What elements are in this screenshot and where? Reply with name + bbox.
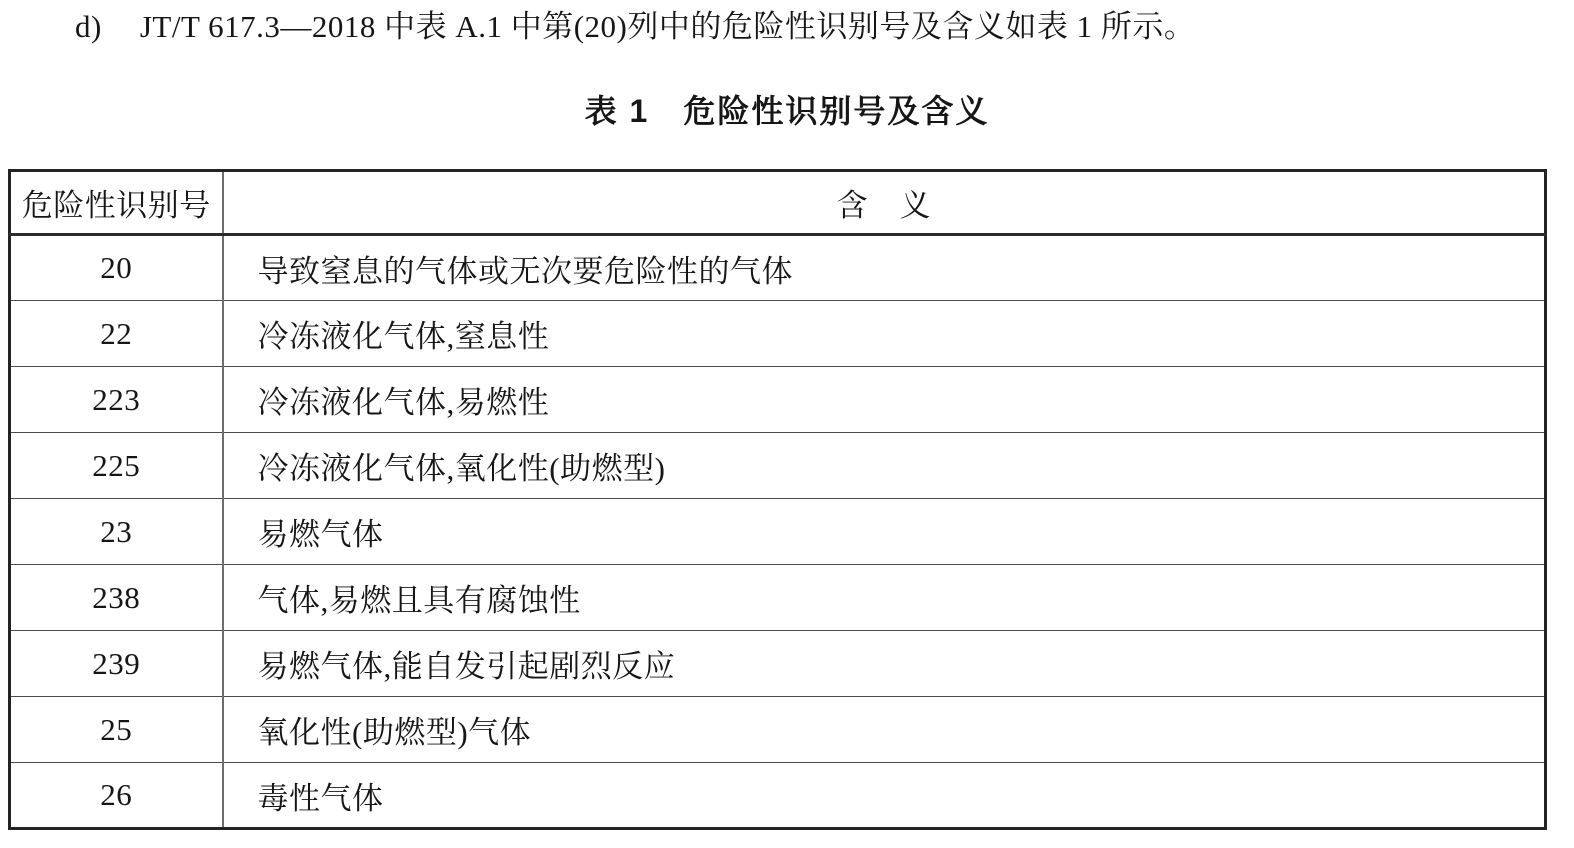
meaning-cell: 易燃气体,能自发引起剧烈反应: [223, 631, 1546, 697]
table-caption: 表 1 危险性识别号及含义: [584, 93, 990, 129]
document-page: [0, 7, 1574, 848]
table-row: [10, 367, 1546, 433]
column-header-hazard-code: 危险性识别号: [10, 171, 223, 235]
table-row: [10, 697, 1546, 763]
list-marker: d): [75, 9, 102, 44]
meaning-cell: 气体,易燃且具有腐蚀性: [223, 565, 1546, 631]
table-body: [10, 235, 1546, 829]
table-row: [10, 433, 1546, 499]
meaning-cell: 冷冻液化气体,窒息性: [223, 301, 1546, 367]
hazard-code-cell: 20: [10, 235, 223, 301]
hazard-code-cell: 238: [10, 565, 223, 631]
table-header-row: [10, 171, 1546, 235]
hazard-code-cell: 25: [10, 697, 223, 763]
table-row: [10, 763, 1546, 829]
hazard-id-table: [8, 169, 1547, 830]
hazard-code-cell: 26: [10, 763, 223, 829]
table-row: [10, 565, 1546, 631]
hazard-code-cell: 22: [10, 301, 223, 367]
hazard-code-cell: 223: [10, 367, 223, 433]
meaning-cell: 导致窒息的气体或无次要危险性的气体: [223, 235, 1546, 301]
table-row: [10, 235, 1546, 301]
table-row: [10, 499, 1546, 565]
hazard-code-cell: 225: [10, 433, 223, 499]
meaning-cell: 冷冻液化气体,易燃性: [223, 367, 1546, 433]
meaning-cell: 毒性气体: [223, 763, 1546, 829]
hazard-code-cell: 239: [10, 631, 223, 697]
list-item-d: [75, 7, 1574, 47]
column-header-meaning: 含 义: [223, 171, 1546, 235]
paragraph-text: JT/T 617.3—2018 中表 A.1 中第(20)列中的危险性识别号及含义如表 1 所示。: [139, 9, 1196, 44]
table-row: [10, 301, 1546, 367]
hazard-code-cell: 23: [10, 499, 223, 565]
table-row: [10, 631, 1546, 697]
meaning-cell: 氧化性(助燃型)气体: [223, 697, 1546, 763]
meaning-cell: 冷冻液化气体,氧化性(助燃型): [223, 433, 1546, 499]
meaning-cell: 易燃气体: [223, 499, 1546, 565]
